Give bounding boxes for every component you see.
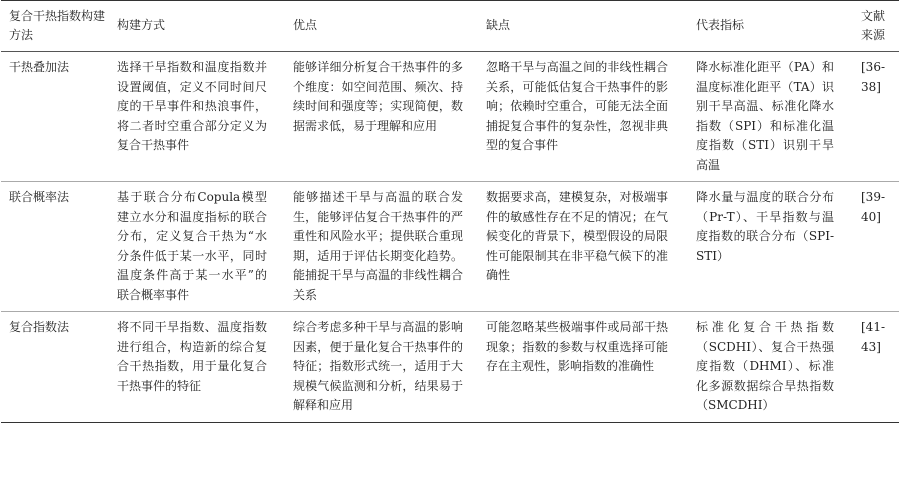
header-method: 复合干热指数构建方法: [9, 8, 106, 42]
cell-construction: 基于联合分布Copula模型建立水分和温度指标的联合分布，定义复合干热为“水分条件低于某一水平，同时温度条件高于某一水平”的联合概率事件: [117, 190, 267, 302]
cell-method: 复合指数法: [9, 320, 70, 334]
cell-references: [36-38]: [861, 60, 886, 94]
header-construction: 构建方式: [117, 18, 166, 33]
header-row: [1, 1, 899, 52]
cell-references: [39-40]: [861, 190, 886, 224]
cell-method: 联合概率法: [9, 190, 70, 204]
cell-advantages: 综合考虑多种干旱与高温的影响因素，便于量化复合干热事件的特征；指数形式统一，适用于大规模气候监测和分析，结果易于解释和应用: [293, 320, 463, 412]
cell-advantages: 能够描述干旱与高温的联合发生，能够评估复合干热事件的严重性和风险水平；提供联合重现期，适用于评估长期变化趋势。能捕捉干旱与高温的非线性耦合关系: [293, 190, 463, 302]
header-disadvantages: 缺点: [486, 18, 511, 33]
cell-construction: 将不同干旱指数、温度指数进行组合，构造新的综合复合干热指数，用于量化复合干热事件的特征: [117, 320, 267, 393]
header-indicators: 代表指标: [696, 18, 745, 33]
table-row: [1, 182, 899, 312]
table-row: [1, 52, 899, 182]
table-body: [1, 52, 899, 423]
cell-advantages: 能够详细分析复合干热事件的多个维度：如空间范围、频次、持续时间和强度等；实现简便，数据需求低，易于理解和应用: [293, 60, 463, 133]
cell-disadvantages: 可能忽略某些极端事件或局部干热现象；指数的参数与权重选择可能存在主观性，影响指数的准确性: [486, 320, 668, 373]
table-header: [1, 1, 899, 52]
cell-disadvantages: 数据要求高，建模复杂，对极端事件的敏感性存在不足的情况；在气候变化的背景下，模型假设的局限性可能限制其在非平稳气候下的准确性: [486, 190, 668, 282]
cell-construction: 选择干旱指数和温度指数并设置阈值，定义不同时间尺度的干旱事件和热浪事件，将二者时空重合部分定义为复合干热事件: [117, 60, 267, 152]
cell-indicators: 降水量与温度的联合分布（Pr-T）、干旱指数与温度指数的联合分布（SPI-STI）: [696, 190, 834, 263]
cell-method: 干热叠加法: [9, 60, 70, 74]
header-advantages: 优点: [293, 18, 318, 33]
header-references: 文献来源: [861, 8, 886, 42]
table-row: [1, 312, 899, 423]
comparison-table: [1, 0, 899, 423]
cell-references: [41-43]: [861, 320, 886, 354]
cell-indicators: 标准化复合干热指数（SCDHI）、复合干热强度指数（DHMI）、标准化多源数据综合旱热指数（SMCDHI）: [696, 320, 834, 412]
cell-indicators: 降水标准化距平（PA）和温度标准化距平（TA）识别干旱高温、标准化降水指数（SPI）和标准化温度指数（STI）识别干旱高温: [696, 60, 834, 172]
cell-disadvantages: 忽略干旱与高温之间的非线性耦合关系，可能低估复合干热事件的影响；依赖时空重合，可能无法全面捕捉复合事件的复杂性，忽视非典型的复合事件: [486, 60, 668, 152]
